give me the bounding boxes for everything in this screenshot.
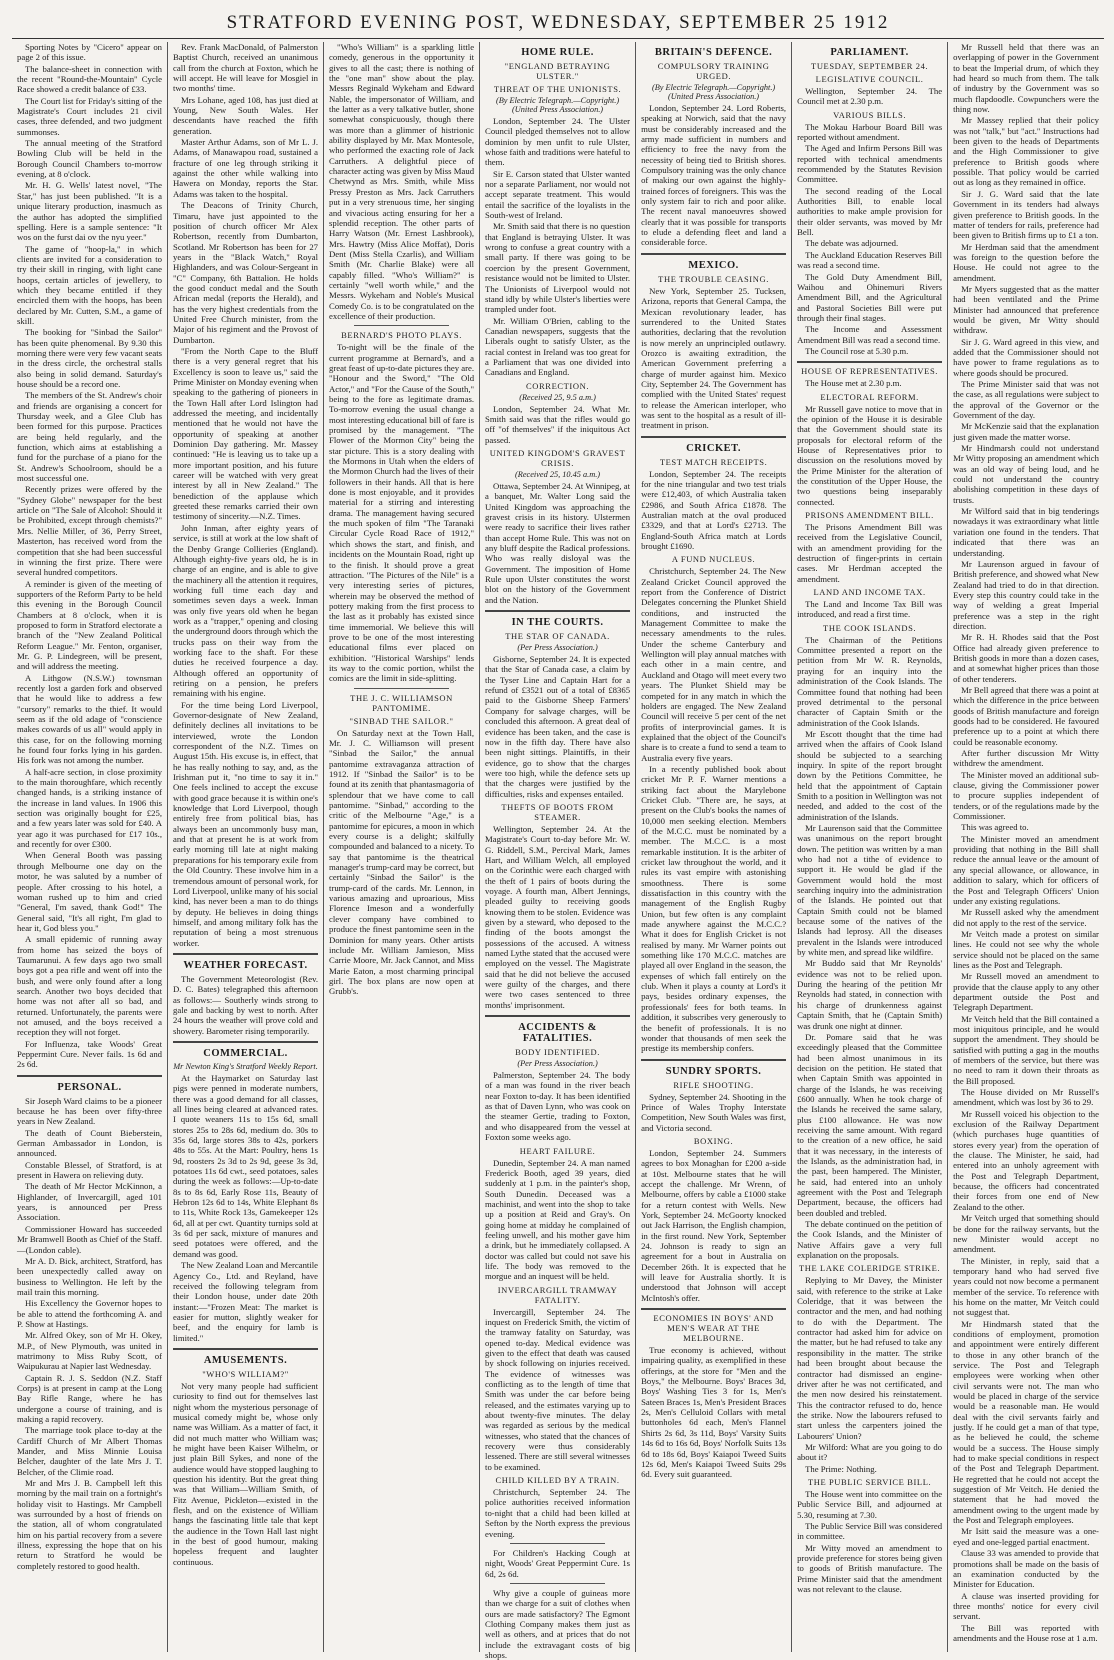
advert-paragraph: Why give a couple of guineas more than we charge for a suit of clothes when ours are made satisfactory? The Egmont Clothing Company makes them just as well as others, and at prices that do not include the extravagant costs of big shops. (485, 1587, 631, 1660)
news-paragraph: Mr. Smith said that there is no question that England is betraying Ulster. It was wrong to confuse a great country with a small party. If there was going to be coercion by the present Government, resistance would not be limited to Ulster. The Unionists of Liverpool would not stand idly by while Ulster's liberties were trampled under foot. (485, 221, 631, 315)
news-paragraph: "From the North Cape to the Bluff there is a very general regret that his Excellency is soon to leave us," said the Prime Minister on Monday evening when speaking to the gathering of pioneers in the Town Hall after Lord Islington had addressed the meeting, and incidentally mentioned that he would not have the opportunity of speaking at another Dominion Day gathering. Mr. Massey continued: "He is leaving us to take up a more important position, and his future career will be watched with very great interest by all in New Zealand." The benediction of the applause which greeted these remarks carried their own testimony of sincerity.—N.Z. Times. (173, 345, 319, 522)
column-2 (168, 42, 324, 1652)
divider (173, 953, 318, 955)
heading-legislative-council: LEGISLATIVE COUNCIL. (815, 74, 924, 84)
heading-economies: ECONOMIES IN BOYS' AND MEN'S WEAR AT THE MELBOURNE. (653, 1313, 774, 1344)
news-paragraph: Mr Massey replied that their policy was not "talk," but "act." Instructions had been given to the heads of Departments and the High Commissioner to give preference to British goods where possible. That policy would be carried out as long as they remained in office. (953, 115, 1099, 188)
news-paragraph: The death of Count Bieberstein, German Ambassador in London, is announced. (17, 1127, 163, 1159)
byline: (By Electric Telegraph.—Copyright.) (United Press Association.) (495, 96, 620, 114)
news-paragraph: Mr Veitch urged that something should be done for the railway servants, but the new Minister would accept no amendment. (953, 1213, 1099, 1255)
subheading-thefts: THEFTS OF BOOTS FROM STEAMER. (501, 801, 614, 822)
subheading-pantomime: "SINBAD THE SAILOR." (349, 715, 454, 726)
divider (797, 361, 942, 363)
news-paragraph: The New Zealand Loan and Mercantile Agency Co., Ltd. and Reyland, have received the following telegram from their London house, under date 20th instant:—"Frozen Meat: The market is easier for mutton, slightly weaker for beef, and the enquiry for lamb is limited." (173, 1260, 319, 1343)
advert-paragraph: For Children's Hacking Cough at night, Woods' Great Peppermint Cure. 1s 6d, 2s 6d. (485, 1547, 631, 1579)
news-paragraph: Ottawa, September 24. At Winnipeg, at a banquet, Mr. Walter Long said the United Kingdom was approaching the gravest crisis in its history. Ulstermen were ready to sacrifice their lives rather than accept Home Rule. This was not on any bluff despite the Radical professions. Who was really disloyal was the Government. The imposition of Home Rule upon Ulster constitutes the worst blot on the history of the Government and the Nation. (485, 480, 631, 605)
news-paragraph: The Aged and Infirm Persons Bill was reported with technical amendments recommended by the Statutes Revision Committee. (797, 143, 943, 185)
news-paragraph: Mr Hindmarsh could not understand Mr Witty proposing an amendment which was an old way of being loud, and he could not understand the country abolishing competition in these days of trusts. (953, 443, 1099, 505)
column-5 (636, 42, 792, 1652)
news-paragraph: The Mokau Harbour Board Bill was reported without amendment. (797, 121, 943, 143)
news-paragraph: Mr Witty moved an amendment to provide preference for stores being given to goods of British manufacture. The Prime Minister said that the amendment was not relevant to the clause. (797, 1542, 943, 1595)
news-paragraph: To-night will be the finale of the current programme at Bernard's, and a great feast of up-to-date pictures they are. "Honour and the Sword," "The Old Actor," and "For the Cause of the South," being to the fore as legitimate dramas. To-morrow evening the usual change a most interesting educational bill of fare is promised by the management. "The Flower of the Mormon City" being the star picture. This is a story dealing with the Mormons in Utah when the elders of the Mormon Church had the lives of their followers in their hands. All that is here done is most enjoyable, and it provides material for a stirring and interesting drama. The management having secured the much spoken of film "The Taranaki Circular Cycle Road Race of 1912," which shows the start, and finish, and incidents on the Mountain Road, right up to the finish. It should prove a great attraction. "The Pictures of the Nile" is a very interesting series of pictures, wherein may be observed the method of pottery making from the first process to the last as it probably has existed since time immemorial. We believe this will prove to be one of the most interesting educational films ever placed on exhibition. "Historical Warships" lends its way to the comic portion, whilst the comics are the limit in side-splitting. (329, 342, 475, 684)
subheading-land-tax: LAND AND INCOME TAX. (813, 587, 926, 598)
masthead: STRATFORD EVENING POST, WEDNESDAY, SEPTEMBER 25 1912 (12, 8, 1104, 39)
news-paragraph: Invercargill, September 24. The inquest on Frederick Smith, the victim of the tramway fatality on Saturday, was opened to-day. Medical evidence was given to the effect that death was caused by shock following on injuries received. The evidence of witnesses was conflicting as to the length of time that Smith was under the car before being released, and the estimates varying up to about twenty-five minutes. The delay was regarded as serious by the medical witnesses, who stated that the chances of recovery were thus considerably lessened. There are still several witnesses to be examined. (485, 1306, 631, 1472)
heading-bernard: BERNARD'S PHOTO PLAYS. (341, 330, 462, 341)
news-paragraph: Christchurch, September 24. The New Zealand Cricket Council approved the report from the Conference of District Delegates concerning the Plunket Shield conditions, and instructed the Management Committee to make the necessary amendments to the rules. Under the scheme Canterbury and Wellington will play annual matches with each other in a main centre, and Auckland and Otago will meet every two years. The Plunket Shield may be competed for in any match in which the holders are engaged. The New Zealand Council will receive 5 per cent of the net profits of interprovincial games. It is explained that the object of the Council's share is to create a fund to send a team to Australia every five years. (641, 566, 787, 763)
subheading-commercial: Mr Newton King's Stratford Weekly Report. (173, 1061, 318, 1071)
byline: (By Electric Telegraph.—Copyright.) (United Press Association.) (651, 83, 776, 101)
subheading-cricket: TEST MATCH RECEIPTS. (659, 456, 768, 467)
news-paragraph: The Court list for Friday's sitting of the Magistrate's Court includes 21 civil cases, three defended, and two judgment summonses. (17, 95, 163, 137)
divider (173, 1348, 318, 1350)
subheading-defence: COMPULSORY TRAINING URGED. (657, 61, 770, 81)
subheading-tram: INVERCARGILL TRAMWAY FATALITY. (497, 1284, 618, 1305)
news-paragraph: Replying to Mr Davey, the Minister said, with reference to the strike at Lake Coleridge, that it was between the contractor and the men, and had nothing to do with the Department. The contractor had asked him for advice on the matter, but he had refused to take any responsibility in the matter. The strike had been brought about because the contractor had dismissed an engine-driver after he was not certificated, and the men now desired his reinstatement. This the contractor refused to do, hence the strike. Now the labourers refused to start unless the carpenters joined the Labourers' Union? (797, 1275, 943, 1441)
news-paragraph: London, September 24. The receipts for the nine triangular and two test trials were £12,403, of which Australia taken £2986, and South Africa £1878. The Australian match at the oval produced £3329, and that at Lord's £2713. The England-South Africa match at Lords brought £1690. (641, 468, 787, 552)
news-paragraph: The annual meeting of the Stratford Bowling Club will be held in the Borough Council Chambers to-morrow evening, at 8 o'clock. (17, 138, 163, 180)
news-paragraph: Palmerston, September 24. The body of a man was found in the river beach near Foxton to-day. It has been identified as that of Daven Lynn, who was cook on the steamer Gertie, trading to Foxton, and who disappeared from the vessel at Foxton some weeks ago. (485, 1070, 631, 1143)
news-paragraph: New York, September 25. Tucksen, Arizona, reports that General Campa, the Mexican revolutionary leader, has surrendered to the United States authorities, declaring that the revolution is now merely an unprincipled outlawry. Orozco is awaiting extradition, the American Government preferring a charge of murder against him. Mexico City, September 24. The Government has complied with the United States' request to release the American interloper, who was sent to the hospital as a result of ill-treatment in prison. (641, 285, 787, 431)
subheading-cook-islands: THE COOK ISLANDS. (823, 622, 917, 633)
news-paragraph: The game of "hoop-la," in which clients are invited for a consideration to try their skill in ringing, with light cane hoops, certain articles of jewellery, to which they became entitled if they encircled them with the hoops, has been declared by Mr. Cutten, S.M., a game of skill. (17, 243, 163, 326)
news-paragraph: The marriage took place to-day at the Cardiff Church of Mr Albert Thomas Mander, and Miss Minnie Louisa Belcher, daughter of the late Mrs J. T. Belcher, of the Climie road. (17, 1425, 163, 1477)
news-paragraph: The Public Service Bill was considered in committee. (797, 1520, 943, 1542)
heading-commercial: COMMERCIAL. (203, 1047, 288, 1059)
subheading-rifle: RIFLE SHOOTING. (673, 1079, 754, 1090)
news-paragraph: Sir J. G. Ward agreed in this view, and added that the Commissioner should not have power to frame regulations as to where goods should be procured. (953, 336, 1099, 378)
news-paragraph: The members of the St. Andrew's choir and friends are organising a concert for Thursday week, and a Glee Club has been formed for this purpose. Practices are being held regularly, and the function, which aims at establishing a fund for the purchase of a piano for the St. Andrew's Schoolroom, should be a most successful one. (17, 390, 163, 484)
news-paragraph: The Prime Minister said that was not the case, as all regulations were subject to the approval of the Governor or the Government of the day. (953, 379, 1099, 421)
news-paragraph: A Lithgow (N.S.W.) townsman recently lost a garden fork and observed that he would like to address a few "cursory" remarks to the thief. It would seem as if the old adage of "conscience makes cowards of us all" would apply in this case, for on the following morning he found four forks lying in his garden. His fork was not among the number. (17, 672, 163, 766)
column-6 (792, 42, 948, 1652)
news-paragraph: The Land and Income Tax Bill was introduced, and read a first time. (797, 599, 943, 620)
heading-correction: CORRECTION. (526, 380, 590, 391)
news-paragraph: Mrs Lohane, aged 108, has just died at Young, New South Wales. Her descendants have reached the fifth generation. (173, 94, 319, 136)
news-paragraph: Constable Blessel, of Stratford, is at present in Hawera on relieving duty. (17, 1159, 163, 1181)
news-paragraph: The Minister moved an amendment providing that nothing in the Bill shall reduce the annual leave or the amount of any special allowance, or allowance, in addition to salary, which for officers of the Post and Telegraph Officers' Union under any existing regulations. (953, 833, 1099, 906)
news-paragraph: At the Haymarket on Saturday last pigs were penned in moderate numbers, there was a good demand for all classes, all lines being cleared at advanced rates. I quote weaners 11s to 15s 6d, small stores 25s to 28s 6d, medium do. 30s to 35s 6d, large stores 38s to 42s, porkers 48s to 55s. At the Mart: Poultry, hens 1s 9d, roosters 2s 3d to 2s 9d, geese 3s 3d, potatoes 11s 6d cwt., seed potatoes, sales during the week as follows:—Up-to-date 8s to 8s 6d, Early Rose 11s, Beauty of Hebron 12s 6d to 14s, White Elephant 8s to 11s, White Rock 13s, Gamekeeper 12s 6d, all at per cwt. Quantity turnips sold at 3s 6d per sack, mixture of manures and seed potatoes were offered, and the demand was good. (173, 1072, 319, 1259)
subheading-lake-coleridge: THE LAKE COLERIDGE STRIKE. (798, 1263, 941, 1274)
news-paragraph: Mr Russell voiced his objection to the exclusion of the Railway Department (which purchases huge quantities of stores every year) from the operation of the clause. The Minister, he said, had entered into an unholy agreement with the Post and Telegraph Department, because, the officers had concentrated their forces from one end of New Zealand to the other. (953, 1108, 1099, 1212)
news-paragraph: A reminder is given of the meeting of supporters of the Reform Party to be held this evening in the Borough Council Chambers at 8 o'clock, when it is proposed to form in Stratford electorate a branch of the "New Zealand Political Reform League." Mr. Fenton, organiser, Mr. G. P. Lindegreen, will be present, and will address the meeting. (17, 578, 163, 672)
subheading-body: BODY IDENTIFIED. (515, 1047, 600, 1058)
news-paragraph: Mr R. H. Rhodes said that the Post Office had already given preference to British goods in more than a dozen cases, and at somewhat higher prices than those of other tenderers. (953, 632, 1099, 684)
subheading-mexico: THE TROUBLE CEASING. (658, 273, 769, 284)
news-paragraph: Not very many people had sufficient curiosity to find out for themselves last night whom the mysterious personage of musical comedy might be, whose only name was William. As a matter of fact, it did not much matter who William was; he might have been Kaiser Wilhelm, or just plain Bill Sykes, and none of the audience would have stopped laughing to question his identity. But the great thing was that William—William Smith, of Fitz Avenue, Pickleton—existed in the flesh, and on the existence of William hangs the fascinating little tale that kept the audience in the Town Hall last night in the best of good humour, making hopeless frequent and laughter continuous. (173, 1380, 319, 1567)
subheading-home-rule: "ENGLAND BETRAYING ULSTER." (504, 61, 611, 81)
news-paragraph: This was agreed to. (961, 822, 1029, 833)
news-paragraph: The balance-sheet in connection with the recent "Round-the-Mountain" Cycle Race showed a credit balance of £33. (17, 63, 163, 95)
news-paragraph: When General Booth was passing through Melbourne one day on the motor, he was saluted by a number of people. After crossing to his hotel, a woman rushed up to him and cried "General, I'm saved, thank God!" The General said, "It's all right, I'm glad to hear it, God bless you." (17, 850, 163, 933)
news-paragraph: John Inman, after eighty years of service, is still at work at the low shaft of the Denby Grange Collieries (England). Although eighty-five years old, he is in charge of an engine, and is able to give the machinery all the attention it requires, working full time each day and sometimes seven days a week. Inman was only five years old when he began work as a "trapper," opening and closing the underground doors through which the trucks pass on their way from the working face to the shaft. For these duties he received fourpence a day. Although offered an opportunity of retiring on a pension, he prefers remaining with his engine. (173, 522, 319, 699)
news-paragraph: The Deacons of Trinity Church, Timaru, have just appointed to the position of church officer Mr Alex Robertson, recently from Dumbarton, Scotland. Mr Robertson has been for 27 years in the "Black Watch," Royal Highlanders, and was Colour-Sergeant in "C" Company, 6th Battalion. He holds the good conduct medal and the South African medal (reports the Herald), and has the very highest credentials from the United Free Church minister, from the Major of his regiment and the Provost of Dumbarton. (173, 200, 319, 345)
news-paragraph: Mr Herdman said that the amendment was foreign to the question before the House. He could not agree to the amendment. (953, 241, 1099, 283)
news-paragraph: The Prime: Nothing. (805, 1463, 877, 1474)
news-paragraph: Mr and Mrs J. B. Campbell left this morning by the mail train on a fortnight's holiday visit to Hastings. Mr Campbell was surrounded by a host of friends on the station, all of whom congratulated him on his partial recovery from a severe illness, expressing the hope that on his return to Stratford he would be completely restored to good health. (17, 1478, 163, 1571)
heading-cricket: CRICKET. (686, 442, 741, 454)
news-paragraph: The Council rose at 5.30 p.m. (805, 345, 909, 356)
news-paragraph: His Excellency the Governor hopes to be able to attend the forthcoming A. and P. Show at Hastings. (17, 1298, 163, 1329)
heading-sundry: SUNDRY SPORTS. (665, 1065, 762, 1077)
subheading-heart: HEART FAILURE. (519, 1145, 596, 1156)
heading-home-rule: HOME RULE. (521, 47, 594, 58)
news-paragraph: Sydney, September 24. Shooting in the Prince of Wales Trophy Interstate Competition, New South Wales was first, and Victoria second. (641, 1091, 787, 1133)
divider (510, 1543, 605, 1544)
heading-house-of-reps: HOUSE OF REPRESENTATIVES. (801, 366, 939, 377)
news-paragraph: Sir E. Carson stated that Ulster wanted nor a separate Parliament, nor would not accept separate treatment. This would entail the sacrifice of the loyalists in the South-west of Ireland. (485, 168, 631, 221)
news-paragraph: On Saturday next at the Town Hall, Mr. J. C. Williamson will present "Sinbad the Sailor," the annual pantomime extravaganza attraction of 1912. If "Sinbad the Sailor" is to be found at its zenith that phantasmagoria of splendour that we have come to call pantomime. "Sinbad," according to the critic of the Melbourne "Age," is a pantomime for epicures, a moon in which every course is a delight; skilfully compounded and balanced to a nicety. To say that pantomime is the theatrical manager's trump-card may be correct, but certainly "Sinbad the Sailor" is the trump-card of the cards. Mr. Lennon, in various amazing and uproarious, Miss Florence Imeson and a wonderfully clever company have combined to produce the finest pantomime seen in the Dominion for many years. Other artists include Mr. William Jamieson, Miss Carrie Moore, Mr. Jack Cannot, and Miss Marie Eaton, a most charming principal girl. The box plans are now open at Grubb's. (329, 727, 475, 997)
news-paragraph: Mr McKenzie said that the explanation just given made the matter worse. (953, 421, 1099, 442)
news-paragraph: Mr Wilford: What are you going to do about it? (797, 1441, 943, 1463)
news-paragraph: Commissioner Howard has succeeded Mr Bramwell Booth as Chief of the Staff.—(London cable). (17, 1223, 163, 1255)
news-paragraph: The Minister moved an additional sub-clause, giving the Commissioner power to procure supplies independent of tenders, or of the regulations made by the Commissioner. (953, 769, 1099, 822)
news-paragraph: The Gold Duty Amendment Bill, Waihou and Ohinemuri Rivers Amendment Bill, and the Agricultural and Pastoral Societies Bill were put through their final stages. (797, 271, 943, 323)
news-paragraph: The House divided on Mr Russell's amendment, which was lost by 36 to 29. (953, 1087, 1099, 1108)
news-paragraph: Mr Russell asked why the amendment did not apply to the rest of the service. (953, 907, 1099, 928)
divider (173, 1041, 318, 1043)
news-paragraph: London, September 24. What Mr. Smith said was that the rifles would go off "of themselves" if the iniquitous Act passed. (485, 403, 631, 445)
news-paragraph: A half-acre section, in close proximity to the main thoroughfare, which recently changed hands, is a striking instance of the increase in land values. In 1906 this section was originally bought for £25, and a few years later was sold for £40. A year ago it was purchased for £17 10s., and recently for over £300. (17, 766, 163, 850)
news-paragraph: Rev. Frank MacDonald, of Palmerston Baptist Church, received an unanimous call from the church at Foxton, which he will accept. He will leave for Mosgiel in two months' time. (173, 42, 319, 94)
heading-accidents: ACCIDENTS & FATALITIES. (518, 1022, 597, 1045)
news-paragraph: Wellington, September 24. At the Magistrate's Court to-day before Mr. W. G. Riddell, S.M., Percival Mark, James Hart, and William Welch, all employed on the Corinthic were each charged with the theft of 1 pairs of boots during the voyage. A fourth man, Albert Jennings, pleaded guilty to receiving goods knowing them to be stolen. Evidence was given by a steward, who deposed to the finding of the boots amongst the possessions of the accused. A witness named Lythe stated that the accused were employed on the vessel. The Magistrate said that he did not believe the accused were guilty of the charges, and there were two cases sentenced to three months' imprisonment. (485, 823, 631, 1010)
news-paragraph: Captain R. J. S. Seddon (N.Z. Staff Corps) is at present in camp at the Long Bay Rifle Range, where he has undergone a course of training, and is making a rapid recovery. (17, 1372, 163, 1424)
news-paragraph: The Government Meteorologist (Rev. D. C. Bates) telegraphed this afternoon as follows:— Southerly winds strong to gale and backing by west to north. After 24 hours the weather will prove cold and showery. Barometer rising temporarily. (173, 973, 319, 1036)
news-paragraph: London, September 24. Summers agrees to box Monaghan for £200 a-side at 10st. Melbourne states that he will accept the challenge. Mr Wrenn, of Melbourne, offers by cable a £1000 stake for a return contest with Wells. New York, September 24. McGoorty knocked out Jack Harrison, the English champion, in the first round. New York, September 24. Johnson is ready to sign an agreement for a bout in Australia on December 26th. It is expected that he will leave for Australia shortly. It is understood that Johnson will accept McIntosh's offer. (641, 1147, 787, 1303)
heading-crisis: UNITED KINGDOM'S GRAVEST CRISIS. (489, 447, 626, 468)
heading-defence: BRITAIN'S DEFENCE. (654, 47, 773, 58)
news-paragraph: Christchurch, September 24. The police authorities received information to-night that a child had been killed at Sefton by the North express the previous evening. (485, 1487, 631, 1539)
divider (17, 1075, 162, 1077)
heading-pantomime: THE J. C. WILLIAMSON PANTOMIME. (350, 692, 453, 713)
subheading-date: TUESDAY, SEPTEMBER 24. (811, 61, 929, 71)
news-paragraph: Mr Laurenson argued in favour of British preference, and showed what New Zealand had tried to do in that direction. Every step this country could take in the way of welding a great Imperial preference was a step in the right direction. (953, 558, 1099, 631)
subheading-public-service: THE PUBLIC SERVICE BILL. (807, 1476, 932, 1487)
received-note: (Received 25, 9.5 a.m.) (519, 392, 596, 402)
news-paragraph: The debate continued on the petition of the Cook Islands, and the Minister of Native Affairs gave a very full explanation on the proposals. (797, 1219, 943, 1261)
news-paragraph: The second reading of the Local Authorities Bill, to enable local authorities to make ample provision for their older servants, was moved by Mr Bell. (797, 185, 943, 238)
news-paragraph: The Auckland Education Reserves Bill was read a second time. (797, 249, 943, 271)
news-paragraph: Mr Escott thought that the time had arrived when the affairs of Cook Island should be subjected to a searching inquiry. In spite of the report brought down by the Petitions Committee, he held that the appointment of Captain Smith to a position in Wellington was not needed, and added to the cost of the administration of the Islands. (797, 728, 943, 822)
news-paragraph: A small epidemic of running away from home has seized the boys of Taumarunui. A few days ago two small boys got a pea rifle and went off into the bush, and were only found after a long search. Another two boys decided that home was not after all so bad, and returned. Unfortunately, the parents were not amused, and the boys received a reception they will not forget. (17, 934, 163, 1038)
byline: (Per Press Association.) (517, 1059, 598, 1069)
news-paragraph: Mr Wilford said that in big tenderings nowadays it was extraordinary what little variation one found in the tenders. That indicated that there was an understanding. (953, 506, 1099, 558)
news-paragraph: Mr. William O'Brien, cabling to the Canadian newspapers, suggests that the Liberals ought to satisfy Ulster, as the racial contest in Ireland was too great for a Parliament that was one divided into Canadians and England. (485, 315, 631, 378)
news-paragraph: Mr Isitt said the measure was a one-eyed and one-legged partial enactment. (953, 1526, 1099, 1547)
divider (641, 1059, 786, 1061)
columns (12, 42, 1104, 1660)
news-paragraph: Gisborne, September 24. It is expected that the Star of Canada case, a claim by the Tyser Line and Captain Hart for a refund of £3521 out of a total of £8365 paid to the Gisborne Sheep Farmers' Company for salvage charges, will be concluded this afternoon. A great deal of evidence has been taken, and the case is now in the fifth day. There have also been night sittings. Plaintiffs, in their evidence, go to show that the charges were too high, while the defence sets up that the charges were justified by the difficulties, risks and expenses entailed. (485, 654, 631, 799)
heading-mexico: MEXICO. (688, 259, 739, 271)
news-paragraph: Mr Veitch made a protest on similar lines. He could not see why the whole service should not be placed on the same lines as the Post and Telegraph. (953, 928, 1099, 970)
heading-personal: PERSONAL. (57, 1081, 122, 1093)
heading-parliament: PARLIAMENT. (830, 47, 909, 58)
subheading-electoral: ELECTORAL REFORM. (820, 391, 919, 402)
divider (485, 610, 630, 612)
news-paragraph: The booking for "Sinbad the Sailor" has been quite phenomenal. By 9.30 this morning there were very few vacant seats in the dress circle, the orchestral stalls also being in solid demand. Saturday's house should be a record one. (17, 327, 163, 389)
news-paragraph: After further discussion Mr Witty withdrew the amendment. (953, 748, 1099, 769)
news-paragraph: Sir J. G. Ward said that the late Government in its tenders had always given preference to British goods. In the matter of tenders for rails, preference had been given to British firms up to £1 a ton. (953, 188, 1099, 241)
divider (354, 688, 449, 689)
subheading-boxing: BOXING. (693, 1135, 734, 1146)
news-paragraph: Mr Russell gave notice to move that in the opinion of the House it is desirable that the Government should state its proposals for electoral reform of the House of Representatives prior to discussion on the resolutions moved by the Prime Minister for the alteration of the constitution of the Upper House, the two questions being inseparably connected. (797, 403, 943, 507)
divider (641, 253, 786, 255)
subheading-prisons: PRISONS AMENDMENT BILL. (805, 510, 934, 521)
column-7 (948, 42, 1104, 1652)
news-paragraph: Mr Myers suggested that as the matter had been ventilated and the Prime Minister had announced that preference would be given, Mr Witty should withdraw. (953, 283, 1099, 336)
news-paragraph: The House went into committee on the Public Service Bill, and adjourned at 5.30, resuming at 7.30. (797, 1488, 943, 1520)
news-paragraph: The Prisons Amendment Bill was received from the Legislative Council, with an amendment providing for the destruction of finger-prints in certain cases. Mr Herdman accepted the amendment. (797, 522, 943, 584)
news-paragraph: London, September 24. Lord Roberts, speaking at Norwich, said that the navy must be considerably increased and the army made sufficient in numbers and efficiency to free the navy from the necessity of being tied to British shores. Compulsory training was the only chance of making our own against the highly-trained forces of foreigners. This was the only system fair to rich and poor alike. The recent naval manoeuvres showed clearly that it was possible for transports to elude a defending fleet and land a considerable force. (641, 103, 787, 248)
news-paragraph: The death of Mr Hector McKinnon, a Highlander, of Invercargill, aged 101 years, is announced per Press Association. (17, 1181, 163, 1223)
subheading-star: THE STAR OF CANADA. (505, 631, 610, 642)
news-paragraph: In a recently published book about cricket Mr P. F. Warner mentions a striking fact about the Marylebone Cricket Club. "There are, he says, at present on the Club's books the names of 10,000 men seeking election. Members of the M.C.C. must be nominated by a member. The M.C.C. is a most remarkable institution. It is the arbiter of cricket law throughout the world, and it rules its vast empire with astonishing smoothness. There is some dissatisfaction in this country with the management of the English Rugby Union, but few often is any complaint made anywhere against the M.C.C.? What it does for English Cricket is not realised by many. Mr Warner points out something like 170 M.C.C. matches are played all over England in the season, the expenses of which fall entirely on the club. When it plays a county at Lord's it pays, besides ordinary expenses, the professionals' fees for both teams. In addition, it subscribes very generously to the benefit of professionals. It is no wonder that thousands of men seek the prestige its membership confers. (641, 763, 787, 1054)
news-paragraph: The Bill was reported with amendments and the House rose at 1 a.m. (953, 1622, 1099, 1643)
news-paragraph: The Income and Assessment Amendment Bill was read a second time. (797, 324, 943, 345)
local-news (17, 42, 162, 1070)
received-note: (Received 25, 10.45 a.m.) (515, 469, 601, 479)
news-paragraph: Mr Bell agreed that there was a point at which the difference in the price between goods of British manufacture and foreign goods had to be considered. He favoured preference up to a point at which there could be reasonable economy. (953, 684, 1099, 747)
heading-courts: IN THE COURTS. (511, 617, 604, 629)
news-paragraph: For the time being Lord Liverpool, Governor-designate of New Zealand, definitely declines all invitations to be interviewed, wrote the London correspondent of the N.Z. Times on August 15th. His excuse is, in effect, that he has really nothing to say, and, as the Irishman put it, "no time to say it in." One feels inclined to accept the excuse with good grace because it is within one's knowledge that Lord Liverpool, though entirely free from political bias, has always been an uncommonly busy man, and that at present he is at work from early morning till late at night making preparations for his temporary exile from the Old Country. These involve him in a tremendous amount of personal work, for Lord Liverpool, unlike many of his social kind, has never been a man to do things by deputy. He believes in doing things himself, and among military folk has the reputation of being a most strenuous worker. (173, 699, 319, 948)
news-paragraph: London, September 24. The Ulster Council pledged themselves not to allow dominion by men unfit to rule Ulster, whose faith and traditions were hateful to them. (485, 116, 631, 168)
news-paragraph: A clause was inserted providing for three months' notice for every civil servant. (953, 1590, 1099, 1622)
news-paragraph: The Chairman of the Petitions Committee presented a report on the petition from Mr W. R. Reynolds, praying for an inquiry into the administration of the Cook Islands. The Committee found that nothing had been proved detrimental to the personal character of Captain Smith or the administration of the Cook Islands. (797, 634, 943, 728)
news-paragraph: Mr Hindmarsh stated that the conditions of employment, promotion and appointment were entirely different to those in any other branch of the service. The Post and Telegraph employees were working when other civil servants were not. The man who would be placed in charge of the service would be a reasonable man. He would deal with the civil servants fairly and justly. If he could get a man of that type, as he believed he could, the scheme would be a success. The House simply had to make special conditions in respect of the Post and Telegraph Department. He regretted that he could not accept the suggestion of Mr Veitch. He denied the statement that he had moved the amendment owing to the urgent made by the Post and Telegraph employees. (953, 1318, 1099, 1526)
news-paragraph: Clause 33 was amended to provide that promotions shall be made on the basis of an examination conducted by the Minister for Education. (953, 1548, 1099, 1590)
subheading-threat: THREAT OF THE UNIONISTS. (493, 84, 622, 94)
news-paragraph: Mr Russell moved an amendment to provide that the clause apply to any other department outside the Post and Telegraph Department. (953, 971, 1099, 1013)
news-paragraph: The debate was adjourned. (805, 238, 899, 249)
divider (641, 1308, 786, 1310)
news-paragraph: Mr A. D. Bick, architect, Stratford, has been unexpectedly called away on business to Wellington. He left by the mail train this morning. (17, 1255, 163, 1297)
news-paragraph: Mr Laurenson said that the Committee was unanimous on the report brought down. The petition was written by a man who had not a tithe of evidence to support it. He would be glad if the Government would hold the most searching inquiry into the administration of the Islands. He pointed out that Captain Smith could not be blamed because some of the natives of the Islands had leprosy. All the diseases prevalent in the Islands were introduced by white men, and spread like wildfire. (797, 822, 943, 958)
news-paragraph: Master Arthur Adams, son of Mr L. J. Adams, of Manawapou road, sustained a fracture of one leg through striking it against the other while walking into Hawera on Monday, reports the Star. Adams was taken to the hospital. (173, 137, 319, 199)
news-paragraph: Recently prizes were offered by the "Sydney Globe" newspaper for the best article on "The Sale of Alcohol: Should it be Prohibited, except through chemists?" Mrs. Nellie Miller, of 36, Perry Street, Masterton, has received word from the competition that she had been successful in winning the first prize. There were several hundred competitors. (17, 484, 163, 578)
heading-weather: WEATHER FORECAST. (183, 959, 308, 971)
byline: (Per Press Association.) (517, 643, 598, 653)
subheading-fund: A FUND NUCLEUS. (671, 554, 756, 565)
divider (485, 1015, 630, 1017)
news-paragraph: The House met at 2.30 p.m. (805, 378, 902, 389)
advert-paragraph: True economy is achieved, without impairing quality, as exemplified in these offerings, at the store for "Men and the Boys," the Melbourne. Boys' Braces 3d, Boys' Washing Ties 3 for 1s, Men's Sateen Braces 1s, Men's President Braces 2s, Men's Celluloid Collars with metal buttonholes 6d each, Men's Flannel Shirts 2s 6d, 3s 11d, Boys' Varsity Suits 14s 6d to 16s 6d, Boys' Norfolk Suits 13s 6d to 18s 6d, Boys' Kaiapoi Tweed Suits 12s 6d, Men's Kaiapoi Tweed Suits 29s 6d. Every suit guaranteed. (641, 1345, 787, 1480)
subheading-amusements: "WHO'S WILLIAM?" (202, 1368, 289, 1379)
column-3 (324, 42, 480, 1652)
news-paragraph: Mr. H. G. Wells' latest novel, "The Star," has just been published. "It is a unique literary production, inasmuch as the author has adopted the simplified spelling. Here is a sample sentence: "It wos on the furst dai ov the nyu yeer." (17, 180, 163, 243)
news-paragraph: The Minister, in reply, said that a temporary hand who had served five years could not now become a permanent member of the service. To reference with his home on the matter, Mr Veitch could not suggest that. (953, 1255, 1099, 1318)
news-paragraph: Wellington, September 24. The Council met at 2.30 p.m. (797, 86, 943, 107)
news-paragraph: Mr Veitch held that the Bill contained a most iniquitous principle, and he would support the amendment. They should be satisfied with putting a gag in the mouths of members of the service, but there was no need to ram it down their throats as the Bill proposed. (953, 1013, 1099, 1086)
column-4 (480, 42, 636, 1660)
news-paragraph: Dunedin, September 24. A man named Frederick Booth, aged 39 years, died suddenly at 1 p.m. in the painter's shop, South Dunedin. Deceased was a machinist, and went into the shop to take up a position at Reid and Gray's. On going home at midday he complained of feeling unwell, and his mother gave him a drink, but he immediately collapsed. A doctor was called but could not save his life. The body was removed to the morgue and an inquest will be held. (485, 1157, 631, 1282)
subheading-various-bills: VARIOUS BILLS. (833, 109, 907, 120)
divider (354, 325, 449, 326)
divider (641, 436, 786, 438)
news-paragraph: Sporting Notes by "Cicero" appear on page 2 of this issue. (17, 42, 163, 63)
news-paragraph: "Who's William" is a sparkling little comedy, generous in the opportunity it gives to all the cast; there is nothing of the "one man" show about the play. Messrs Reginald Wykeham and Edward Nable, the impersonator of William, and the latter as a very talkative butler, shone somewhat conspicuously, though there was more than a glimmer of histrionic ability displayed by Mr. Max Montesole, who performed the exacting role of Jack Carruthers. A delightful piece of character acting was given by Miss Maud Chetwynd as Mrs. Smith, while Miss Pressy Preston as Mrs. Jack Carruthers put in a very strenuous time, her singing and vivacious acting ensuring for her a splendid reception. The other parts of Harry Watson (Mr. Ernest Lashbrook), Mrs. Hawtry (Miss Alice Moffat), Doris Dent (Miss Stella Czarlis), and William Smith (Mr. Charlie Blake) were all capably filled. "Who's William?" is certainly "well worth while," and the Messrs. Wykeham and Noble's Musical Comedy Co. is to be congratulated on the excellence of their production. (329, 42, 475, 321)
news-paragraph: Mr Russell held that there was an overlapping of power in the Government to beat the Imperial drum, of which they had heard so much from them. The talk of industry by the Government was so much flapdoodle. Cowpunchers were the thing now. (953, 42, 1099, 115)
news-paragraph: Dr. Pomare said that he was exceedingly pleased that the Committee had been almost unanimous in its decision on the petition. He stated that when Captain Smith was appointed in charge of the Islands, he was receiving £600 annually. When he took charge of the Islands he received the same salary, plus £100 allowance. He was now receiving the same amount. With regard to the creation of a new office, he said that it was necessary, in the interests of the Islands, as the administration had, in the past, been hampered. The Minister, he said, had entered into an unholy agreement with the Post and Telegraph Department, because, the officers had been doubled and trebled. (797, 1031, 943, 1218)
news-paragraph: For Influenza, take Woods' Great Peppermint Cure. Never fails. 1s 6d and 2s 6d. (17, 1038, 163, 1070)
news-paragraph: Mr. Alfred Okey, son of Mr H. Okey, M.P., of New Plymouth, was united in matrimony to Miss Ruby Scott, of Waipukurau at Napier last Wednesday. (17, 1330, 163, 1372)
news-paragraph: Sir Joseph Ward claims to be a pioneer because he has been over fifty-three years in New Zealand. (17, 1095, 163, 1127)
news-paragraph: Mr Buddo said that Mr Reynolds' evidence was not to be relied upon. During the hearing of the petition Mr Reynolds had stated, in connection with his charge of drunkenness against Captain Smith, that he (Captain Smith) was drunk one night at dinner. (797, 958, 943, 1031)
column-1 (12, 42, 168, 1652)
divider (510, 1583, 605, 1584)
heading-amusements: AMUSEMENTS. (203, 1354, 288, 1366)
subheading-child: CHILD KILLED BY A TRAIN. (495, 1475, 620, 1486)
